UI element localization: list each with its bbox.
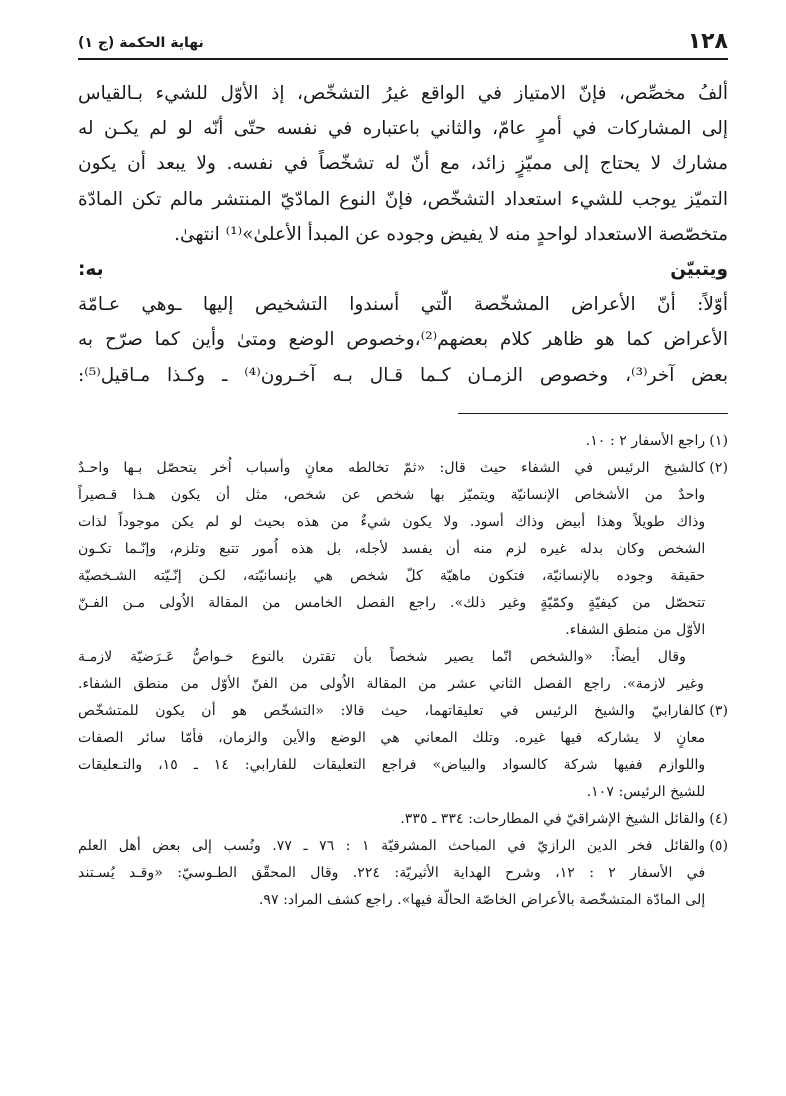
body-line: متخصّصة الاستعداد لواحدٍ منه لا يفيض وجوده عن المبدأ الأعلىٰ»⁽¹⁾ انتهىٰ. [174, 223, 728, 245]
main-text [78, 76, 728, 393]
footnote-line: حقيقة وجوده بالإنسانيّة، فتكون ماهيّة كلّ شخص هي بإنسانيّته، لكـن إنّـيّته الشـخصيّة [78, 567, 706, 584]
footnote [78, 698, 728, 806]
footnote-continuation [78, 644, 728, 698]
footnote-number: (٤) [709, 810, 728, 827]
footnote [78, 806, 728, 833]
footnote-number: (٣) [709, 702, 728, 719]
subheading: ويتبيّن به: [78, 259, 728, 281]
footnote-separator [458, 413, 728, 414]
footnote-line: كالشيخ الرئيس في الشفاء حيث قال: «ثمّ تخالطه معانٍ وأسباب اُخر يتحصّل بـها واحـدٌ [78, 459, 706, 476]
footnote [78, 428, 728, 455]
body-line: أوّلاً: أنّ الأعراض المشخّصة الّتي أسندوا التشخيص إليها ـوهي عـامّة [78, 294, 728, 316]
footnote-line: تتحصّل من كيفيّةٍ وكمّيّةٍ وغير ذلك». راجع الفصل الخامس من المقالة الاُولى مـن الفـنّ [78, 594, 706, 611]
running-head: نهاية الحكمة (ج ١) [78, 35, 204, 51]
footnote-line: الأوّل من منطق الشفاء. [565, 621, 706, 638]
footnote-line: إلى المادّة المتشخّصة بالأعراض الخاصّة الحالّة فيها». راجع كشف المراد: ٩٧. [258, 891, 706, 908]
footnote-line: وقال أيضاً: «والشخص انّما يصير شخصاً بأن تقترن بالنوع خـواصُّ عَـرَضيّة لازمـة [78, 648, 686, 665]
body-line: بعض آخر⁽³⁾، وخصوص الزمـان كـما قـال بـه آخـرون⁽⁴⁾ ـ وكـذا مـاقيل⁽⁵⁾: [78, 364, 728, 386]
footnote-line: وغير لازمة». راجع الفصل الثاني عشر من المقالة الاُولى من الفنّ الأوّل من منطق الشفاء. [78, 675, 704, 692]
footnote-line: في الأسفار ٢ : ١٢، وشرح الهداية الأثيريّة: ٢٢٤. وقال المحقّق الطـوسيّ: «وقـد يُسـتند [78, 864, 706, 881]
footnote-line: للشيخ الرئيس: ١٠٧. [586, 783, 706, 800]
footnote-line: واحدٌ من الأشخاص الإنسانيّة ويتميّز بها شخص عن شخص، مثل أن يكون هـذا قـصيراً [78, 486, 706, 503]
body-line: ألفُ مخصِّص، فإنّ الامتياز في الواقع غيرُ التشخّص، إذ الأوّل للشيء بـالقياس [78, 83, 728, 104]
body-line: مشارك لا يحتاج إلى مميّزٍ زائد، مع أنّ له تشخّصاً في نفسه. ولا يبعد أن يكون [78, 153, 728, 175]
footnote-line: كالفارابيّ والشيخ الرئيس في تعليقاتهما، حيث قالا: «التشخّص هو أن يكون للمتشخّص [78, 702, 706, 719]
footnote-line: والقائل فخر الدين الرازيّ في المباحث المشرقيّة ١ : ٧٦ ـ ٧٧. ونُسب إلى بعض أهل العلم [78, 837, 706, 854]
footnotes [78, 428, 728, 914]
footnote-line: الشخص وكان بدله غيره لزم منه أن يفسد لأجله، بل هذه اُمور تتبع وتلزم، وإنّـما تكـون [78, 540, 706, 557]
footnote-line: راجع الأسفار ٢ : ١٠. [585, 432, 706, 449]
footnote-number: (٢) [709, 459, 728, 476]
body-line: الأعراض كما هو ظاهر كلام بعضهم⁽²⁾،وخصوص الوضع ومتىٰ وأين كما صرّح به [78, 329, 728, 351]
footnote-line: وذاك طويلاً وهذا أبيض وذاك أسود. ولا يكون شيءٌ من هذه بحيث لو لم يكن موجوداً لذات [78, 513, 706, 530]
footnote-number: (٥) [709, 837, 728, 854]
footnote [78, 833, 728, 914]
footnote-line: معانٍ لا يشاركه فيها غيره. وتلك المعاني هي الوضع والأين والزمان، فأمّا سائر الصفات [78, 729, 706, 746]
page-number: ١٢٨ [687, 29, 728, 54]
body-line: إلى المشاركات في أمرٍ عامّ، والثاني باعتباره في نفسه حتّى أنّه لو لم يكـن له [78, 118, 728, 140]
body-line: التميّز يوجب للشيء استعداد التشخّص، فإنّ النوع المادّيّ المنتشر مالم تكن المادّة [78, 188, 728, 210]
footnote-line: واللوازم ففيها شركة كالسواد والبياض» فراجع التعليقات للفارابي: ١٤ ـ ١٥، والتـعليقات [78, 756, 706, 773]
footnote-line: والقائل الشيخ الإشراقيّ في المطارحات: ٣٣٤ ـ ٣٣٥. [400, 810, 706, 827]
footnote [78, 455, 728, 644]
footnote-number: (١) [709, 432, 728, 449]
page-header [78, 26, 728, 60]
